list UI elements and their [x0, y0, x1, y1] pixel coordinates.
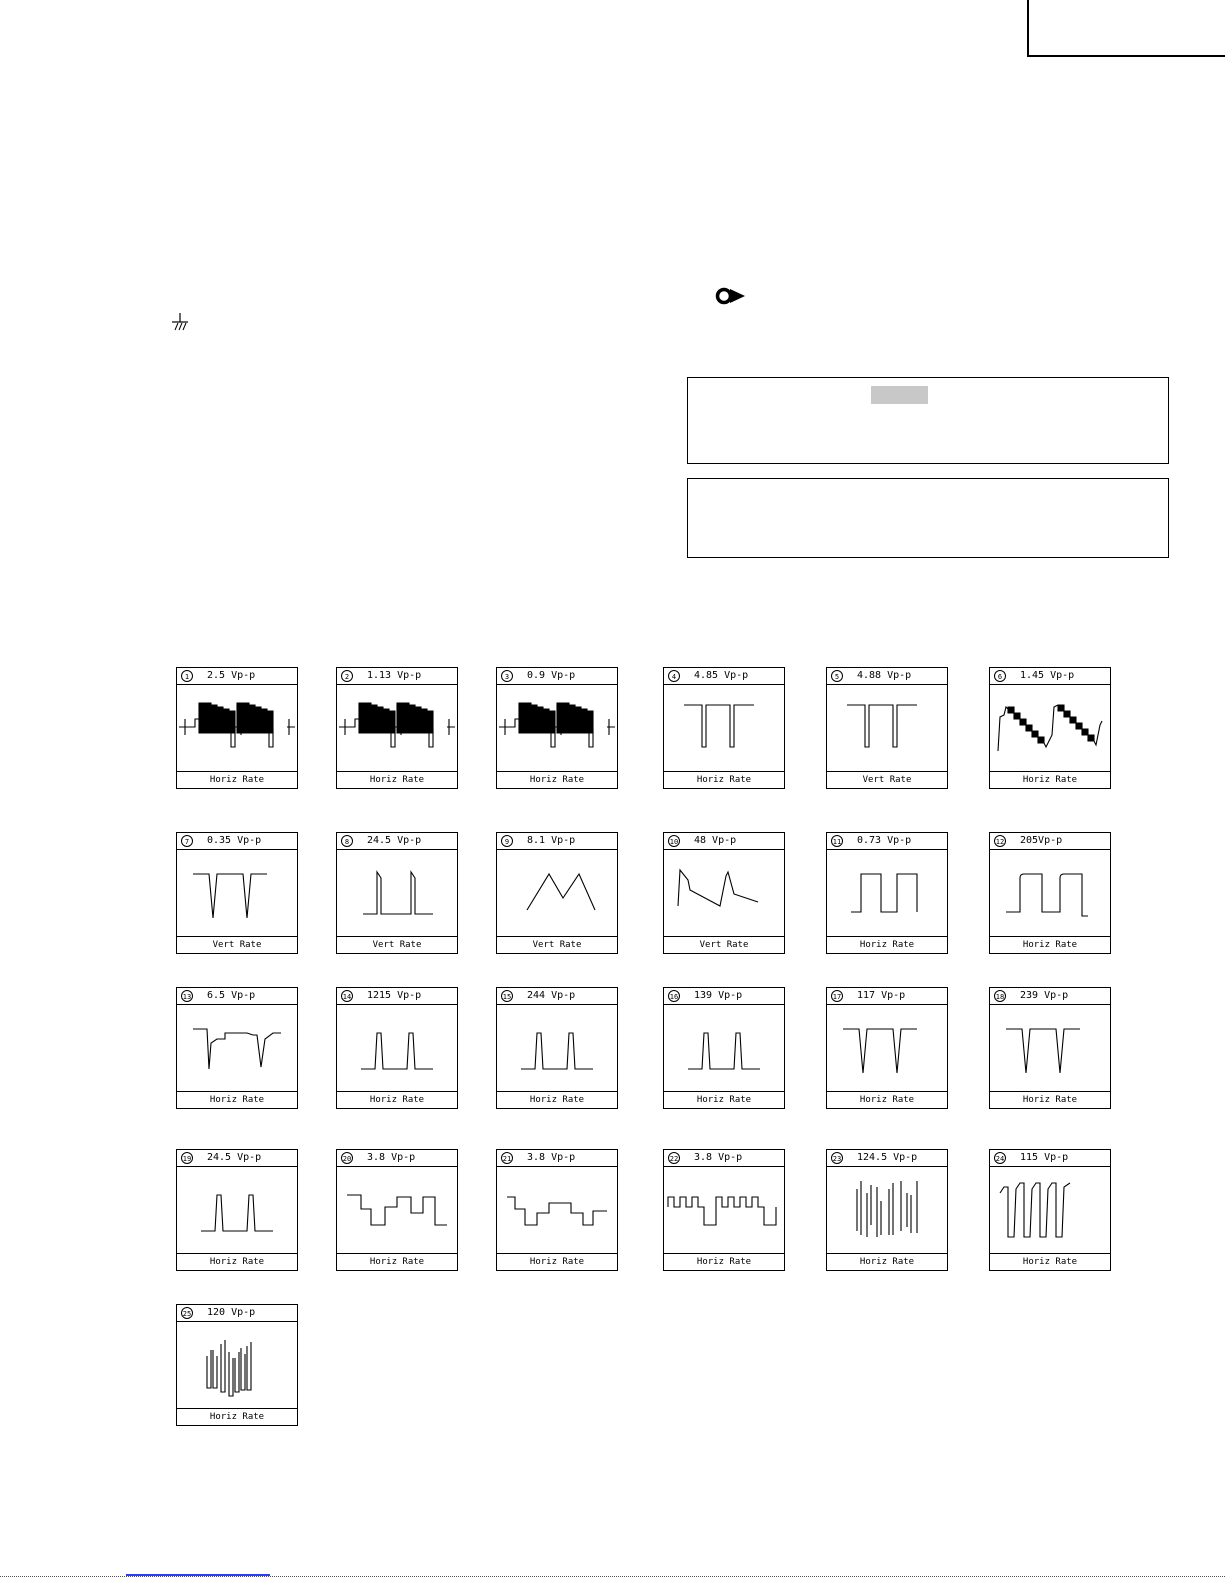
waveform-header — [497, 988, 617, 1005]
amplitude-label: 24.5 Vp-p — [367, 835, 422, 846]
waveform-header — [664, 833, 784, 850]
waveform-header — [177, 988, 297, 1005]
waveform-trace — [337, 685, 456, 771]
waveform-panel — [989, 832, 1111, 954]
trace-path — [507, 1197, 607, 1225]
trace-path — [1026, 725, 1032, 731]
waveform-panel — [336, 667, 458, 789]
test-point-number: 4 — [668, 670, 680, 682]
test-point-number: 15 — [501, 990, 513, 1002]
waveform-trace — [177, 685, 296, 771]
waveform-trace — [497, 685, 616, 771]
amplitude-label: 48 Vp-p — [694, 835, 737, 846]
waveform-panel — [176, 1149, 298, 1271]
footer-rule — [0, 1576, 1225, 1577]
waveform-header — [337, 668, 457, 685]
trace-path — [521, 1033, 593, 1069]
waveform-trace — [177, 1322, 296, 1408]
amplitude-label: 4.88 Vp-p — [857, 670, 912, 681]
waveform-panel — [663, 667, 785, 789]
waveform-panel — [336, 987, 458, 1109]
waveform-trace — [664, 685, 783, 771]
amplitude-label: 0.73 Vp-p — [857, 835, 912, 846]
waveform-trace — [990, 1005, 1109, 1091]
rate-label: Horiz Rate — [990, 771, 1110, 788]
test-point-number: 22 — [668, 1152, 680, 1164]
waveform-header — [664, 988, 784, 1005]
waveform-panel — [989, 667, 1111, 789]
amplitude-label: 1.45 Vp-p — [1020, 670, 1075, 681]
amplitude-label: 3.8 Vp-p — [367, 1152, 416, 1163]
test-point-number: 3 — [501, 670, 513, 682]
test-point-number: 10 — [668, 835, 680, 847]
rate-label: Horiz Rate — [664, 771, 784, 788]
highlight-tag — [871, 386, 928, 404]
trace-path — [678, 870, 758, 906]
test-point-icon — [715, 286, 747, 306]
test-point-number: 8 — [341, 835, 353, 847]
test-point-number: 24 — [994, 1152, 1006, 1164]
trace-path — [193, 874, 267, 918]
test-point-number: 12 — [994, 835, 1006, 847]
test-point-number: 25 — [181, 1307, 193, 1319]
test-point-number: 16 — [668, 990, 680, 1002]
waveform-trace — [990, 1167, 1109, 1253]
rate-label: Horiz Rate — [337, 771, 457, 788]
waveform-header — [664, 668, 784, 685]
trace-path — [223, 711, 235, 733]
rate-label: Horiz Rate — [990, 936, 1110, 953]
waveform-panel — [826, 832, 948, 954]
trace-path — [361, 1033, 433, 1069]
test-point-number: 18 — [994, 990, 1006, 1002]
waveform-header — [497, 833, 617, 850]
waveform-panel — [176, 987, 298, 1109]
waveform-header — [827, 988, 947, 1005]
rate-label: Vert Rate — [664, 936, 784, 953]
waveform-trace — [664, 850, 783, 936]
waveform-trace — [337, 1005, 456, 1091]
waveform-panel — [336, 1149, 458, 1271]
note-box-2 — [687, 478, 1169, 558]
waveform-trace — [990, 850, 1109, 936]
page-corner-box — [1027, 0, 1225, 57]
test-point-number: 6 — [994, 670, 1006, 682]
waveform-trace — [827, 1005, 946, 1091]
test-point-number: 19 — [181, 1152, 193, 1164]
waveform-header — [497, 1150, 617, 1167]
rate-label: Horiz Rate — [990, 1253, 1110, 1270]
trace-path — [1032, 731, 1038, 737]
waveform-header — [990, 833, 1110, 850]
test-point-number: 13 — [181, 990, 193, 1002]
amplitude-label: 205Vp-p — [1020, 835, 1063, 846]
amplitude-label: 0.9 Vp-p — [527, 670, 576, 681]
amplitude-label: 4.85 Vp-p — [694, 670, 749, 681]
amplitude-label: 115 Vp-p — [1020, 1152, 1069, 1163]
waveform-trace — [827, 1167, 946, 1253]
waveform-trace — [990, 685, 1109, 771]
rate-label: Horiz Rate — [664, 1253, 784, 1270]
amplitude-label: 8.1 Vp-p — [527, 835, 576, 846]
trace-path — [261, 711, 273, 733]
waveform-header — [337, 988, 457, 1005]
rate-label: Vert Rate — [337, 936, 457, 953]
rate-label: Horiz Rate — [990, 1091, 1110, 1108]
rate-label: Horiz Rate — [827, 936, 947, 953]
trace-path — [998, 707, 1008, 751]
rate-label: Horiz Rate — [827, 1091, 947, 1108]
amplitude-label: 1.13 Vp-p — [367, 670, 422, 681]
waveform-panel — [663, 832, 785, 954]
trace-path — [688, 1033, 760, 1069]
rate-label: Horiz Rate — [664, 1091, 784, 1108]
waveform-trace — [497, 850, 616, 936]
waveform-panel — [496, 832, 618, 954]
waveform-header — [664, 1150, 784, 1167]
waveform-trace — [177, 1167, 296, 1253]
trace-path — [207, 1340, 251, 1396]
waveform-trace — [497, 1005, 616, 1091]
rate-label: Horiz Rate — [497, 771, 617, 788]
waveform-trace — [827, 850, 946, 936]
test-point-number: 5 — [831, 670, 843, 682]
amplitude-label: 124.5 Vp-p — [857, 1152, 918, 1163]
ground-icon — [170, 313, 190, 333]
rate-label: Horiz Rate — [177, 1253, 297, 1270]
waveform-header — [177, 1150, 297, 1167]
amplitude-label: 1215 Vp-p — [367, 990, 422, 1001]
waveform-panel — [663, 987, 785, 1109]
trace-path — [1006, 874, 1088, 916]
trace-path — [543, 711, 555, 733]
waveform-panel — [176, 667, 298, 789]
rate-label: Horiz Rate — [177, 771, 297, 788]
rate-label: Horiz Rate — [497, 1091, 617, 1108]
trace-path — [1076, 723, 1082, 729]
trace-path — [1082, 729, 1088, 735]
trace-path — [1038, 737, 1044, 743]
amplitude-label: 3.8 Vp-p — [694, 1152, 743, 1163]
rate-label: Vert Rate — [827, 771, 947, 788]
waveform-trace — [827, 685, 946, 771]
waveform-trace — [337, 1167, 456, 1253]
trace-path — [193, 1029, 281, 1069]
trace-path — [1014, 713, 1020, 719]
trace-path — [1000, 1183, 1070, 1237]
trace-path — [383, 711, 395, 733]
amplitude-label: 3.8 Vp-p — [527, 1152, 576, 1163]
test-point-number: 20 — [341, 1152, 353, 1164]
waveform-header — [177, 833, 297, 850]
waveform-panel — [496, 667, 618, 789]
trace-path — [843, 1029, 917, 1073]
waveform-panel — [176, 832, 298, 954]
amplitude-label: 117 Vp-p — [857, 990, 906, 1001]
waveform-header — [827, 668, 947, 685]
test-point-number: 14 — [341, 990, 353, 1002]
rate-label: Horiz Rate — [827, 1253, 947, 1270]
waveform-panel — [496, 987, 618, 1109]
rate-label: Horiz Rate — [177, 1091, 297, 1108]
waveform-header — [497, 668, 617, 685]
waveform-panel — [496, 1149, 618, 1271]
waveform-panel — [826, 667, 948, 789]
waveform-panel — [176, 1304, 298, 1426]
amplitude-label: 2.5 Vp-p — [207, 670, 256, 681]
trace-path — [527, 874, 595, 910]
waveform-header — [990, 668, 1110, 685]
test-point-number: 11 — [831, 835, 843, 847]
waveform-trace — [497, 1167, 616, 1253]
test-point-number: 1 — [181, 670, 193, 682]
rate-label: Horiz Rate — [337, 1253, 457, 1270]
trace-path — [857, 1181, 917, 1237]
waveform-panel — [826, 1149, 948, 1271]
waveform-header — [990, 988, 1110, 1005]
test-point-number: 21 — [501, 1152, 513, 1164]
waveform-trace — [177, 850, 296, 936]
rate-label: Vert Rate — [497, 936, 617, 953]
waveform-trace — [337, 850, 456, 936]
amplitude-label: 120 Vp-p — [207, 1307, 256, 1318]
trace-path — [421, 711, 433, 733]
trace-path — [1088, 735, 1094, 741]
waveform-trace — [177, 1005, 296, 1091]
trace-path — [201, 1195, 273, 1231]
test-point-number: 7 — [181, 835, 193, 847]
trace-path — [684, 705, 754, 747]
trace-path — [1008, 707, 1014, 713]
amplitude-label: 6.5 Vp-p — [207, 990, 256, 1001]
trace-path — [847, 705, 917, 747]
rate-label: Horiz Rate — [497, 1253, 617, 1270]
rate-label: Vert Rate — [177, 936, 297, 953]
waveform-panel — [336, 832, 458, 954]
waveform-trace — [664, 1167, 783, 1253]
test-point-number: 23 — [831, 1152, 843, 1164]
trace-path — [1058, 705, 1064, 711]
footer-link[interactable] — [126, 1574, 270, 1576]
waveform-panel — [663, 1149, 785, 1271]
test-point-number: 2 — [341, 670, 353, 682]
waveform-header — [337, 833, 457, 850]
waveform-header — [827, 833, 947, 850]
trace-path — [1044, 705, 1058, 747]
trace-path — [1006, 1029, 1080, 1073]
note-box-1 — [687, 377, 1169, 464]
trace-path — [1064, 711, 1070, 717]
waveform-panel — [989, 987, 1111, 1109]
test-point-number: 9 — [501, 835, 513, 847]
trace-path — [581, 711, 593, 733]
rate-label: Horiz Rate — [177, 1408, 297, 1425]
waveform-header — [827, 1150, 947, 1167]
amplitude-label: 0.35 Vp-p — [207, 835, 262, 846]
trace-path — [347, 1195, 447, 1225]
amplitude-label: 24.5 Vp-p — [207, 1152, 262, 1163]
trace-path — [668, 1197, 776, 1225]
waveform-header — [177, 1305, 297, 1322]
waveform-header — [990, 1150, 1110, 1167]
waveform-panel — [826, 987, 948, 1109]
trace-path — [851, 874, 917, 912]
test-point-number: 17 — [831, 990, 843, 1002]
waveform-header — [337, 1150, 457, 1167]
trace-path — [1020, 719, 1026, 725]
waveform-panel — [989, 1149, 1111, 1271]
trace-path — [1070, 717, 1076, 723]
rate-label: Horiz Rate — [337, 1091, 457, 1108]
amplitude-label: 239 Vp-p — [1020, 990, 1069, 1001]
trace-path — [363, 872, 433, 914]
waveform-header — [177, 668, 297, 685]
waveform-trace — [664, 1005, 783, 1091]
amplitude-label: 244 Vp-p — [527, 990, 576, 1001]
trace-path — [1094, 721, 1102, 745]
amplitude-label: 139 Vp-p — [694, 990, 743, 1001]
